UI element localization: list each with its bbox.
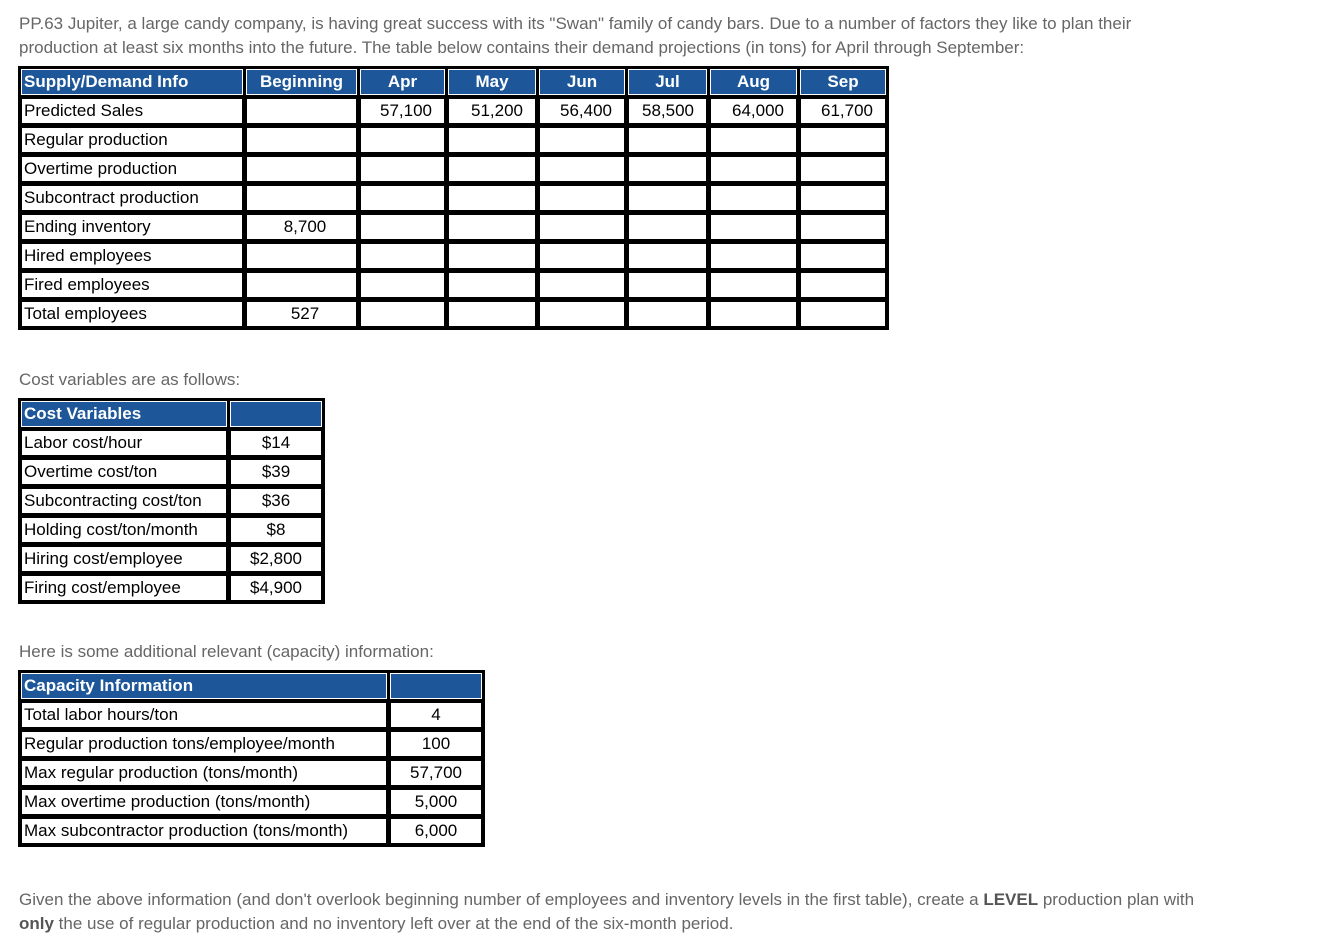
table-row: [21, 185, 886, 211]
row-value: $8: [230, 517, 322, 543]
header-jun: Jun: [539, 69, 625, 95]
row-value: $4,900: [230, 575, 322, 601]
row-value: 100: [390, 731, 482, 757]
row-value: $39: [230, 459, 322, 485]
beginning-cell: [246, 127, 357, 153]
month-cell: [628, 156, 707, 182]
month-cell: [710, 185, 797, 211]
row-value: 6,000: [390, 818, 482, 844]
row-label: Ending inventory: [21, 214, 243, 240]
month-cell: 57,100: [360, 98, 445, 124]
month-cell: [539, 243, 625, 269]
month-cell: [800, 214, 886, 240]
table-row: [21, 459, 322, 485]
header-apr: Apr: [360, 69, 445, 95]
month-cell: 64,000: [710, 98, 797, 124]
intro-line-1: PP.63 Jupiter, a large candy company, is having great success with its "Swan" family of candy bars. Due to a number of factors they like to plan their: [19, 14, 1132, 33]
beginning-cell: [246, 243, 357, 269]
header-cost-value: [230, 401, 322, 427]
table-row: [21, 760, 482, 786]
month-cell: [800, 243, 886, 269]
month-cell: [628, 243, 707, 269]
row-label: Overtime production: [21, 156, 243, 182]
table-row: [21, 575, 322, 601]
header-may: May: [448, 69, 536, 95]
row-label: Fired employees: [21, 272, 243, 298]
month-cell: [539, 214, 625, 240]
beginning-cell: [246, 98, 357, 124]
row-value: 5,000: [390, 789, 482, 815]
row-label: Hired employees: [21, 243, 243, 269]
closing-paragraph: [19, 888, 1194, 936]
row-label: Firing cost/employee: [21, 575, 227, 601]
row-label: Subcontracting cost/ton: [21, 488, 227, 514]
capacity-intro: Here is some additional relevant (capacity) information:: [19, 642, 434, 661]
table-row: [21, 214, 886, 240]
month-cell: [710, 301, 797, 327]
month-cell: [539, 185, 625, 211]
month-cell: [800, 301, 886, 327]
row-value: $2,800: [230, 546, 322, 572]
supply-header-row: [21, 69, 886, 95]
table-row: [21, 243, 886, 269]
row-label: Max subcontractor production (tons/month): [21, 818, 387, 844]
header-aug: Aug: [710, 69, 797, 95]
table-row: [21, 430, 322, 456]
month-cell: [539, 127, 625, 153]
table-row: [21, 98, 886, 124]
month-cell: [360, 127, 445, 153]
cost-variables-table: [18, 398, 325, 604]
row-label: Subcontract production: [21, 185, 243, 211]
month-cell: [360, 272, 445, 298]
beginning-cell: [246, 272, 357, 298]
header-capacity-value: [390, 673, 482, 699]
beginning-cell: [246, 185, 357, 211]
month-cell: [448, 243, 536, 269]
month-cell: [448, 301, 536, 327]
table-row: [21, 546, 322, 572]
table-row: [21, 127, 886, 153]
month-cell: [628, 127, 707, 153]
row-value: 4: [390, 702, 482, 728]
table-row: [21, 301, 886, 327]
header-supply-demand-info: Supply/Demand Info: [21, 69, 243, 95]
month-cell: [710, 243, 797, 269]
month-cell: [710, 156, 797, 182]
capacity-information-table: [18, 670, 485, 847]
row-label: Regular production tons/employee/month: [21, 731, 387, 757]
month-cell: [710, 127, 797, 153]
header-jul: Jul: [628, 69, 707, 95]
row-label: Total employees: [21, 301, 243, 327]
month-cell: [800, 185, 886, 211]
month-cell: [360, 243, 445, 269]
month-cell: [448, 127, 536, 153]
beginning-cell: 527: [246, 301, 357, 327]
month-cell: [539, 272, 625, 298]
intro-paragraph: [19, 12, 1131, 60]
table-row: [21, 818, 482, 844]
row-label: Predicted Sales: [21, 98, 243, 124]
month-cell: [448, 214, 536, 240]
month-cell: 58,500: [628, 98, 707, 124]
row-value: $36: [230, 488, 322, 514]
closing-text-3: the use of regular production and no inventory left over at the end of the six-month period.: [53, 914, 734, 933]
header-sep: Sep: [800, 69, 886, 95]
table-row: [21, 488, 322, 514]
month-cell: [360, 301, 445, 327]
cost-header-row: [21, 401, 322, 427]
capacity-header-row: [21, 673, 482, 699]
month-cell: [710, 214, 797, 240]
month-cell: [360, 185, 445, 211]
month-cell: 51,200: [448, 98, 536, 124]
month-cell: [360, 214, 445, 240]
header-cost-variables: Cost Variables: [21, 401, 227, 427]
supply-demand-table: [18, 66, 889, 330]
month-cell: [448, 272, 536, 298]
row-label: Holding cost/ton/month: [21, 517, 227, 543]
row-label: Regular production: [21, 127, 243, 153]
table-row: [21, 156, 886, 182]
month-cell: [710, 272, 797, 298]
month-cell: [628, 185, 707, 211]
beginning-cell: 8,700: [246, 214, 357, 240]
month-cell: [360, 156, 445, 182]
table-row: [21, 789, 482, 815]
row-label: Overtime cost/ton: [21, 459, 227, 485]
row-value: $14: [230, 430, 322, 456]
table-row: [21, 272, 886, 298]
month-cell: [628, 272, 707, 298]
table-row: [21, 517, 322, 543]
month-cell: [448, 156, 536, 182]
month-cell: [800, 156, 886, 182]
closing-text-2: production plan with: [1038, 890, 1195, 909]
header-capacity-information: Capacity Information: [21, 673, 387, 699]
closing-bold-level: LEVEL: [983, 890, 1039, 909]
row-value: 57,700: [390, 760, 482, 786]
beginning-cell: [246, 156, 357, 182]
cost-intro: Cost variables are as follows:: [19, 370, 241, 389]
month-cell: [628, 301, 707, 327]
month-cell: [539, 301, 625, 327]
table-row: [21, 731, 482, 757]
row-label: Max overtime production (tons/month): [21, 789, 387, 815]
row-label: Labor cost/hour: [21, 430, 227, 456]
month-cell: 61,700: [800, 98, 886, 124]
row-label: Hiring cost/employee: [21, 546, 227, 572]
row-label: Max regular production (tons/month): [21, 760, 387, 786]
month-cell: [800, 272, 886, 298]
month-cell: 56,400: [539, 98, 625, 124]
month-cell: [628, 214, 707, 240]
closing-bold-only: only: [19, 914, 54, 933]
month-cell: [800, 127, 886, 153]
table-row: [21, 702, 482, 728]
header-beginning: Beginning: [246, 69, 357, 95]
intro-line-2: production at least six months into the future. The table below contains their demand projections (in tons) for April through September:: [19, 38, 1025, 57]
closing-text-1: Given the above information (and don't overlook beginning number of employees and inventory levels in the first table), create a: [19, 890, 984, 909]
row-label: Total labor hours/ton: [21, 702, 387, 728]
month-cell: [448, 185, 536, 211]
month-cell: [539, 156, 625, 182]
